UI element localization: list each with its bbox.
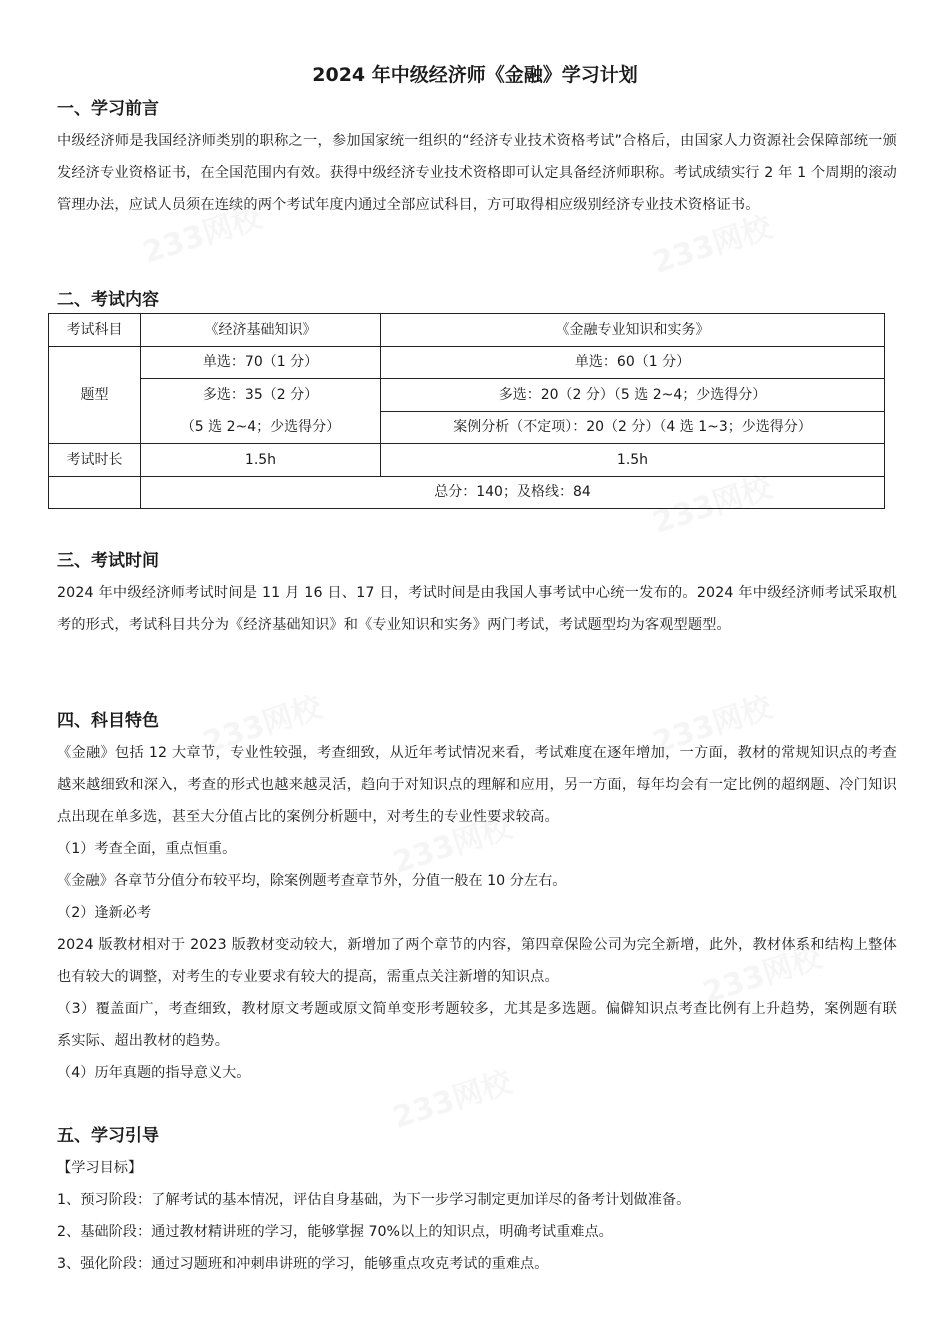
exam-content-table [48, 313, 885, 509]
feature-2-text: 2024 版教材相对于 2023 版教材变动较大，新增加了两个章节的内容，第四章保险公司为完全新增，此外，教材体系和结构上整体也有较大的调整，对考生的专业要求有较大的提高，需重点关注新增的知识点。 [57, 937, 897, 985]
feature-1-title: （1）考查全面，重点恒重。 [57, 841, 237, 857]
table-cell: （5 选 2~4；少选得分） [141, 411, 381, 444]
feature-4-title: （4）历年真题的指导意义大。 [57, 1065, 251, 1081]
watermark [386, 1057, 516, 1137]
list-item: 2、基础阶段：通过教材精讲班的学习，能够掌握 70%以上的知识点，明确考试重难点。 [57, 1224, 613, 1240]
table-row [49, 476, 885, 509]
table-cell: 《经济基础知识》 [141, 314, 381, 347]
table-cell: 《金融专业知识和实务》 [381, 314, 885, 347]
section-heading-exam-time: 三、考试时间 [57, 551, 159, 571]
section-heading-exam-content: 二、考试内容 [57, 290, 159, 310]
table-row [49, 411, 885, 444]
list-item: 1、预习阶段：了解考试的基本情况，评估自身基础，为下一步学习制定更加详尽的备考计划做准备。 [57, 1192, 691, 1208]
table-cell: 题型 [49, 346, 141, 444]
table-row [49, 379, 885, 412]
table-cell: 1.5h [381, 444, 885, 477]
table-cell: 考试科目 [49, 314, 141, 347]
exam-time-paragraph: 2024 年中级经济师考试时间是 11 月 16 日、17 日，考试时间是由我国人事考试中心统一发布的。2024 年中级经济师考试采取机考的形式，考试科目共分为《经济基础知识》和《专业知识和实务》两门考试，考试题型均为客观型题型。 [57, 585, 897, 633]
preface-paragraph: 中级经济师是我国经济师类别的职称之一，参加国家统一组织的“经济专业技术资格考试”合格后，由国家人力资源社会保障部统一颁发经济专业资格证书，在全国范围内有效。获得中级经济专业技术资格即可认定具备经济师职称。考试成绩实行 2 年 1 个周期的滚动管理办法，应试人员须在连续的两个考试年度内通过全部应试科目，方可取得相应级别经济专业技术资格证书。 [57, 133, 897, 213]
table-cell: 多选：35（2 分） [141, 379, 381, 412]
table-row [49, 346, 885, 379]
table-cell [49, 476, 141, 509]
table-row [49, 444, 885, 477]
table-row [49, 314, 885, 347]
table-cell: 多选：20（2 分）（5 选 2~4；少选得分） [381, 379, 885, 412]
table-cell: 考试时长 [49, 444, 141, 477]
table-cell: 单选：60（1 分） [381, 346, 885, 379]
section-heading-study-guide: 五、学习引导 [57, 1126, 159, 1146]
feature-3-text: （3）覆盖面广，考查细致，教材原文考题或原文简单变形考题较多，尤其是多选题。偏僻知识点考查比例有上升趋势，案例题有联系实际、超出教材的趋势。 [57, 1001, 897, 1049]
table-cell: 总分：140；及格线：84 [141, 476, 885, 509]
subject-features-intro: 《金融》包括 12 大章节，专业性较强，考查细致，从近年考试情况来看，考试难度在逐年增加，一方面，教材的常规知识点的考查越来越细致和深入，考查的形式也越来越灵活，趋向于对知识点的理解和应用，另一方面，每年均会有一定比例的超纲题、冷门知识点出现在单多选，甚至大分值占比的案例分析题中，对考生的专业性要求较高。 [57, 745, 897, 825]
table-cell: 1.5h [141, 444, 381, 477]
list-item: 3、强化阶段：通过习题班和冲刺串讲班的学习，能够重点攻克考试的重难点。 [57, 1256, 549, 1272]
section-heading-preface: 一、学习前言 [57, 99, 159, 119]
page-title: 2024 年中级经济师《金融》学习计划 [312, 64, 638, 86]
table-cell: 单选：70（1 分） [141, 346, 381, 379]
section-heading-subject-features: 四、科目特色 [57, 711, 159, 731]
table-cell: 案例分析（不定项）：20（2 分）（4 选 1~3；少选得分） [381, 411, 885, 444]
study-goal-label: 【学习目标】 [57, 1160, 143, 1176]
feature-1-text: 《金融》各章节分值分布较平均，除案例题考查章节外，分值一般在 10 分左右。 [57, 873, 567, 889]
feature-2-title: （2）逢新必考 [57, 905, 152, 921]
